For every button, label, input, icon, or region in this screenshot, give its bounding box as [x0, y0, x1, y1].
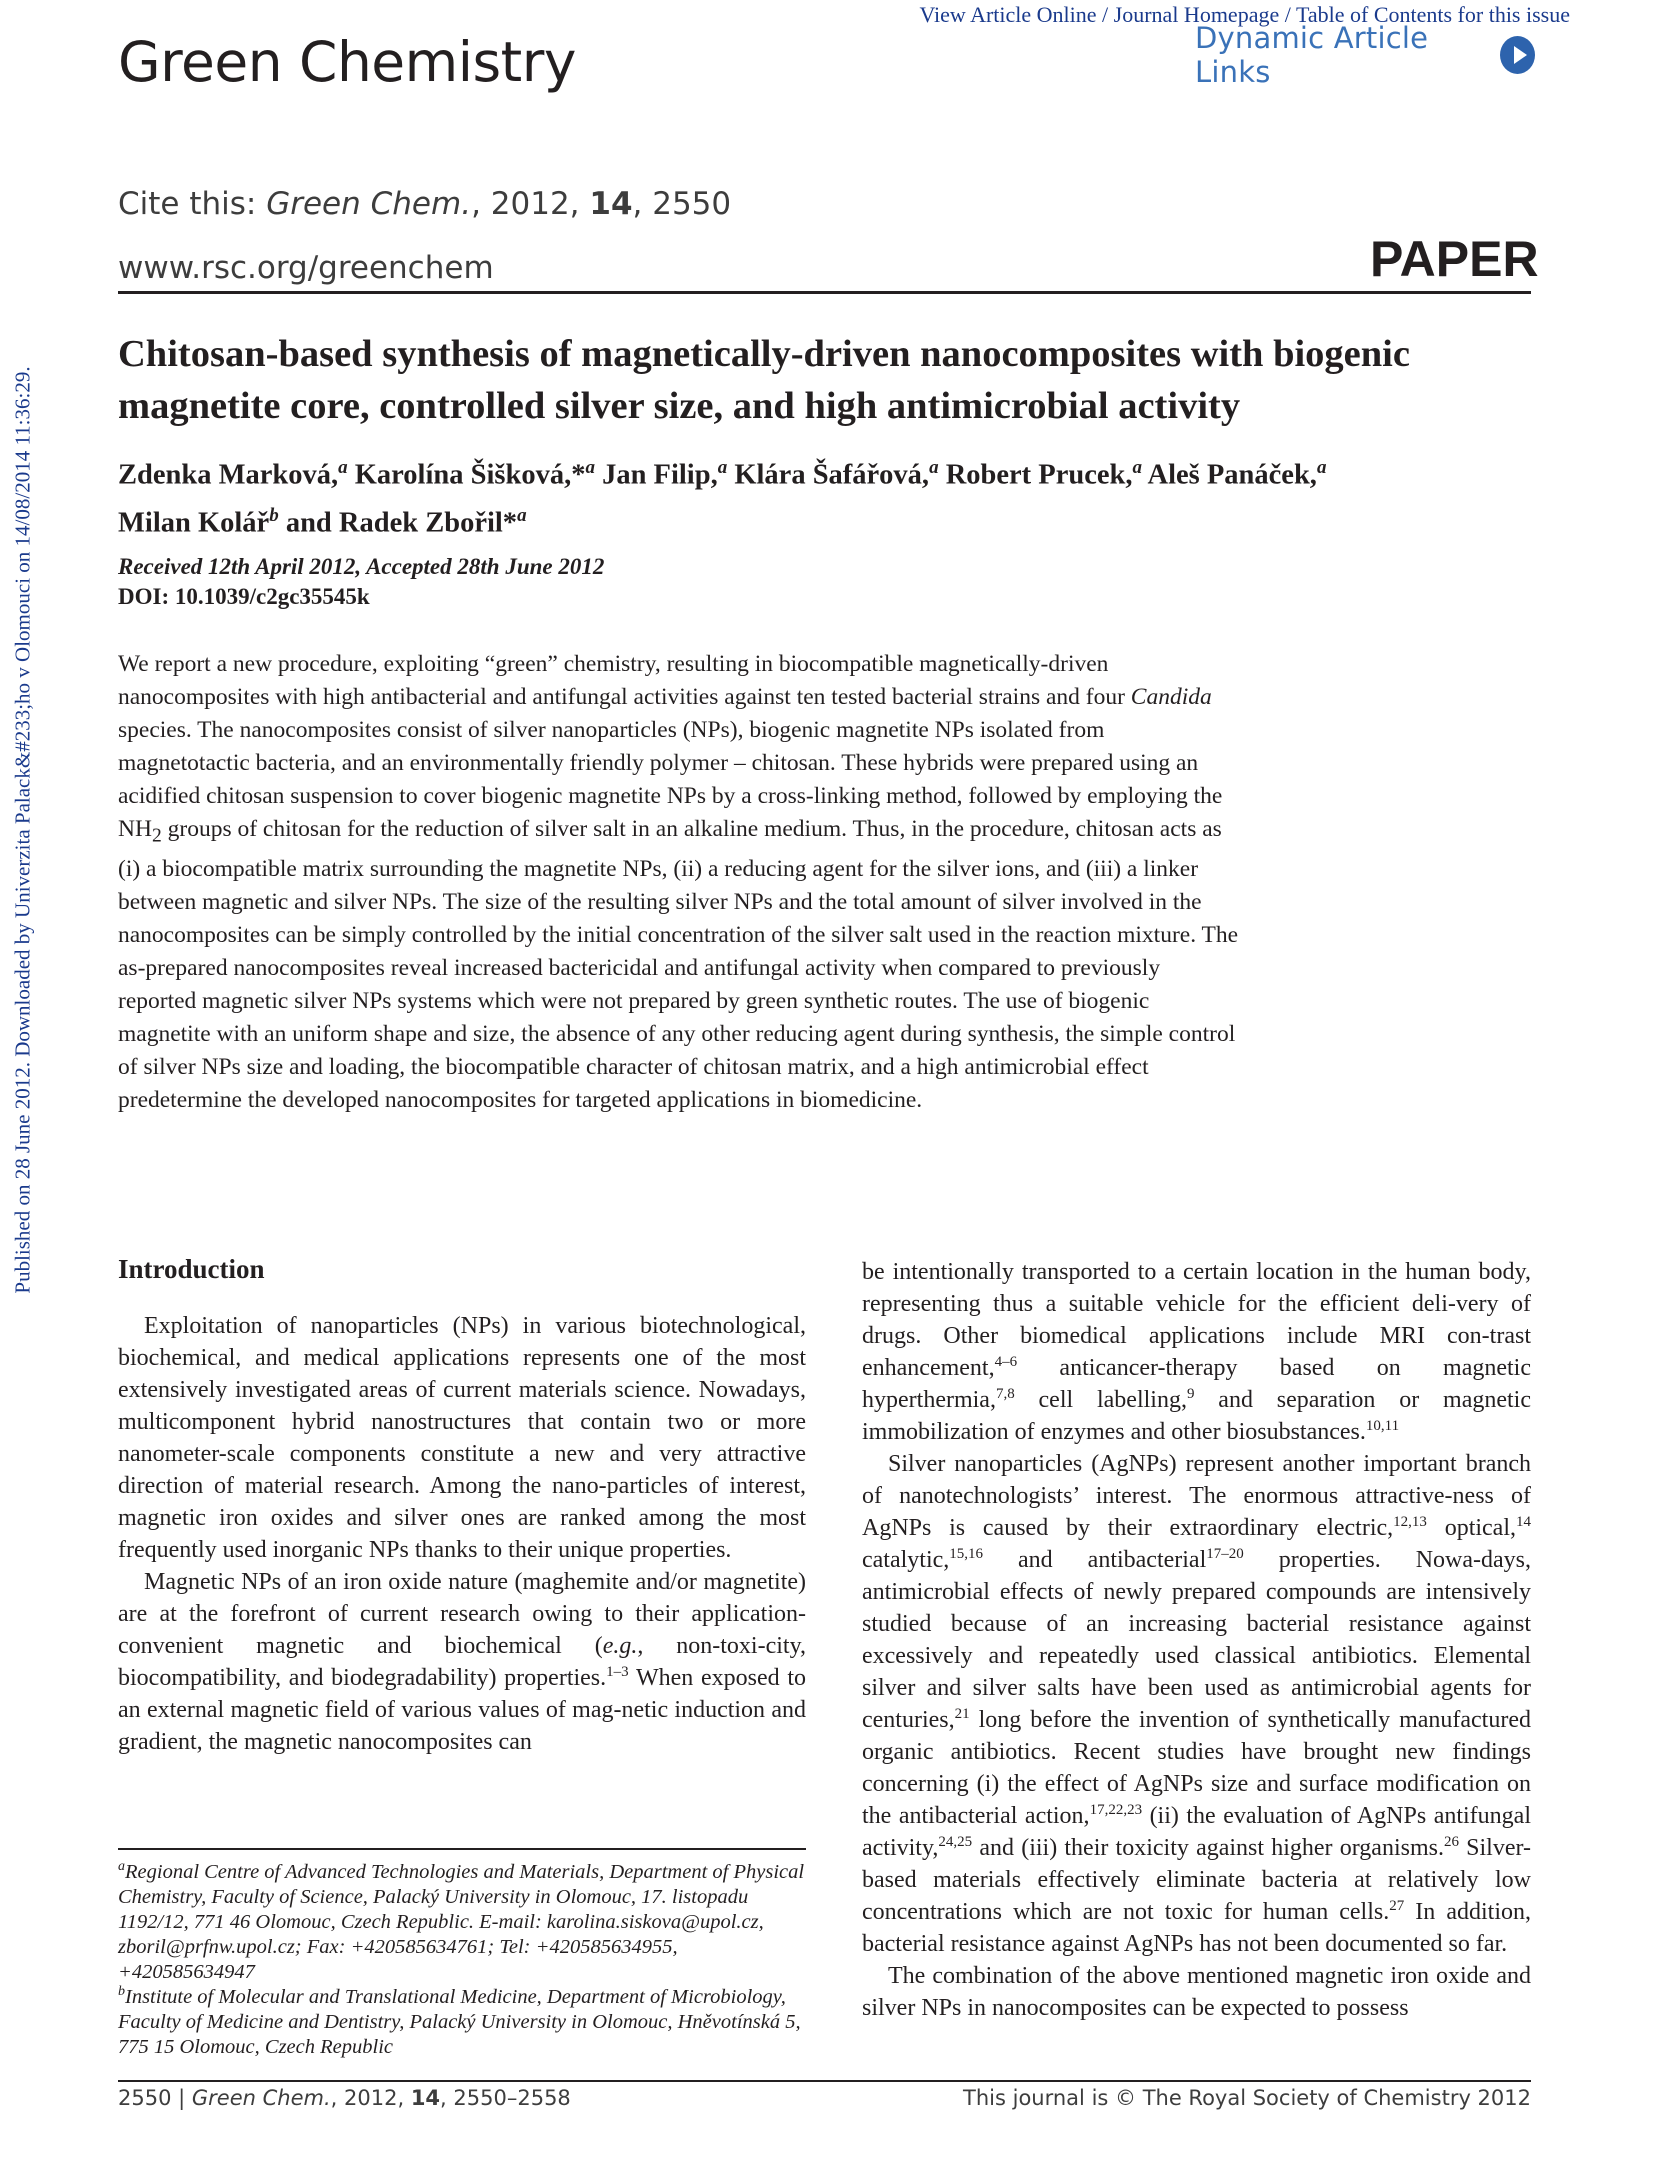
- abstract-text: species. The nanocomposites consist of silver nanoparticles (NPs), biogenic magnetite NPs isolated from magnetotactic bacteria, and an environmentally friendly polymer – chitosan. These hybrids were prepared using an acidified chitosan suspension to cover biogenic magnetite NPs by a cross-linking method, followed by employing the NH: [118, 717, 1223, 842]
- abstract-text: We report a new procedure, exploiting “green” chemistry, resulting in biocompatible magnetically-driven nanocomposites with high antibacterial and antifungal activities against ten tested bacterial strains and four: [118, 651, 1131, 710]
- citation-ref: 26: [1443, 1834, 1459, 1850]
- footer-citation: [118, 2086, 571, 2110]
- journal-name: Green Chemistry: [118, 30, 576, 94]
- author-name: Aleš Panáček,: [1147, 459, 1317, 491]
- author-name: Zdenka Marková,: [118, 459, 339, 491]
- footnote-mark: b: [118, 1984, 125, 2000]
- paragraph-text: catalytic,: [862, 1547, 950, 1573]
- side-notice-text: Published on 28 June 2012. Downloaded by Univerzita Palack&#233;ho v Olomouci on 14/08/2014 11:36:29.: [10, 366, 35, 1294]
- footnote-rule: [118, 1848, 806, 1850]
- dynamic-article-links-label: Dynamic Article Links: [1195, 21, 1429, 89]
- abstract-subscript: 2: [151, 825, 162, 847]
- paragraph-text: properties. Nowa-days, antimicrobial effects of newly prepared compounds are intensively studied because of an increasing bacterial resistance against excessively and repeatedly used classical antibiotics. Elemental silver and silver salts have been used as antimicrobial agents for centuries,: [862, 1547, 1532, 1733]
- paragraph-text: Silver nanoparticles (AgNPs) represent another important branch of nanotechnologists’ interest. The enormous attractive-ness of AgNPs is caused by their extraordinary electric,: [862, 1451, 1531, 1541]
- citation-ref: 15,16: [949, 1546, 984, 1562]
- citation-ref: 27: [1389, 1898, 1405, 1914]
- citation-ref: 17,22,23: [1089, 1802, 1143, 1818]
- author-name: Karolína Šišková,*: [354, 459, 586, 491]
- cite-volume: 14: [589, 186, 633, 222]
- citation-ref: 7,8: [995, 1386, 1015, 1402]
- author-affiliation: a: [1316, 457, 1327, 478]
- author-name: Robert Prucek,: [945, 459, 1133, 491]
- paragraph-text: Magnetic NPs of an iron oxide nature (maghemite and/or magnetite) are at the forefront of current research owing to their application-convenient magnetic and biochemical (: [118, 1569, 806, 1659]
- footer-pages: , 2550–2558: [440, 2086, 571, 2110]
- citation-ref: 4–6: [994, 1354, 1018, 1370]
- footer-rule: [118, 2080, 1531, 2082]
- introduction-heading: Introduction: [118, 1254, 265, 1284]
- paragraph-text: anticancer-therapy based on magnetic hyperthermia,: [862, 1355, 1531, 1413]
- link-separator: /: [1096, 2, 1114, 27]
- paragraph: [862, 1448, 1531, 1960]
- footnote-mark: a: [118, 1859, 125, 1875]
- left-column: [118, 1310, 806, 1758]
- cite-journal: Green Chem.: [266, 186, 472, 222]
- paragraph-text: be intentionally transported to a certain location in the human body, representing thus a suitable vehicle for the efficient deli-very of drugs. Other biomedical applications include MRI con-trast enhancement,: [862, 1259, 1531, 1381]
- paragraph-text: and (iii) their toxicity against higher organisms.: [972, 1835, 1444, 1861]
- paragraph: [862, 1960, 1531, 2024]
- cite-year: , 2012,: [471, 186, 590, 222]
- play-arrow-icon[interactable]: [1500, 36, 1535, 74]
- paragraph: [118, 1566, 806, 1758]
- author-list: [118, 448, 1538, 543]
- footnote-text: Institute of Molecular and Translational Medicine, Department of Microbiology, Faculty of Medicine and Dentistry, Palacký University in Olomouc, Hněvotínská 5, 775 15 Olomouc, Czech Republic: [118, 1986, 801, 2058]
- citation-ref: 10,11: [1365, 1418, 1400, 1434]
- paragraph-italic: e.g.: [602, 1633, 638, 1659]
- citation-line: [118, 186, 731, 222]
- received-dates: Received 12th April 2012, Accepted 28th June 2012: [118, 554, 605, 579]
- author-affiliation: a: [929, 457, 939, 478]
- cite-page: , 2550: [632, 186, 732, 222]
- citation-ref: 1–3: [606, 1664, 629, 1680]
- citation-ref: 14: [1516, 1514, 1532, 1530]
- paragraph: [862, 1256, 1531, 1448]
- author-name: Milan Kolář: [118, 507, 270, 538]
- paragraph-text: optical,: [1426, 1515, 1517, 1541]
- paragraph-text: The combination of the above mentioned magnetic iron oxide and silver NPs in nanocomposites can be expected to possess: [862, 1963, 1531, 2021]
- author-affiliation: a: [717, 457, 728, 478]
- abstract-candida: Candida: [1130, 684, 1212, 710]
- paragraph-text: and separation or magnetic immobilization of enzymes and other biosubstances.: [862, 1387, 1531, 1445]
- abstract-text: groups of chitosan for the reduction of silver salt in an alkaline medium. Thus, in the procedure, chitosan acts as (i) a biocompatible matrix surrounding the magnetite NPs, (ii) a reducing agent for the silver ions, and (iii) a linker between magnetic and silver NPs. The size of the resulting silver NPs and the total amount of silver involved in the nanocomposites can be simply controlled by the initial concentration of the silver salt used in the reaction mixture. The as-prepared nanocomposites reveal increased bactericidal and antifungal activity when compared to previously reported magnetic silver NPs systems which were not prepared by green synthetic routes. The use of biogenic magnetite with an uniform shape and size, the absence of any other reducing agent during synthesis, the simple control of silver NPs size and loading, the biocompatible character of chitosan matrix, and a high antimicrobial effect predetermine the developed nanocomposites for targeted applications in biomedicine.: [118, 816, 1239, 1113]
- citation-ref: 24,25: [938, 1834, 973, 1850]
- link-separator: /: [1279, 2, 1296, 27]
- author-affiliation: a: [338, 457, 348, 478]
- citation-ref: 9: [1186, 1386, 1195, 1402]
- footer-journal: Green Chem.: [191, 2086, 331, 2110]
- doi: DOI: 10.1039/c2gc35545k: [118, 584, 370, 609]
- side-download-notice: [8, 340, 38, 1320]
- article-type: PAPER: [1370, 231, 1539, 287]
- author-affiliation: a: [585, 457, 595, 478]
- paragraph-text: Silver-based materials effectively eliminate bacteria at relatively low concentrations which are not toxic for human cells.: [862, 1835, 1531, 1925]
- paragraph-text: cell labelling,: [1014, 1387, 1187, 1413]
- view-article-online-link[interactable]: View Article Online: [919, 2, 1097, 27]
- journal-homepage-link[interactable]: Journal Homepage: [1113, 2, 1280, 27]
- citation-ref: 17–20: [1206, 1546, 1244, 1562]
- citation-ref: 12,13: [1393, 1514, 1427, 1530]
- footer-year: , 2012,: [330, 2086, 411, 2110]
- author-name: Klára Šafářová,: [734, 459, 930, 491]
- paragraph-text: and antibacterial: [983, 1547, 1207, 1573]
- header-rule: [118, 291, 1531, 294]
- journal-website: www.rsc.org/greenchem: [118, 250, 494, 286]
- paragraph: [118, 1310, 806, 1566]
- footer-copyright: This journal is © The Royal Society of Chemistry 2012: [963, 2086, 1531, 2110]
- cite-prefix: Cite this:: [118, 186, 267, 222]
- author-name: Jan Filip,: [602, 459, 718, 491]
- dynamic-article-links[interactable]: [1195, 21, 1535, 89]
- paragraph-text: Exploitation of nanoparticles (NPs) in various biotechnological, biochemical, and medical applications represents one of the most extensively investigated areas of current materials science. Nowadays, multicomponent hybrid nanostructures that contain two or more nanometer-scale components constitute a new and very attractive direction of material research. Among the nano-particles of interest, magnetic iron oxides and silver ones are ranked among the most frequently used inorganic NPs thanks to their unique properties.: [118, 1313, 806, 1563]
- author-affiliation: b: [269, 504, 279, 526]
- paragraph-text: long before the invention of synthetically manufactured organic antibiotics. Recent studies have brought new findings concerning (i) the effect of AgNPs size and surface modification on the antibacterial action,: [862, 1707, 1531, 1829]
- footnote-b: [118, 1985, 818, 2060]
- paragraph-text: , non-toxi-city, biocompatibility, and biodegradability) properties.: [118, 1633, 807, 1691]
- table-of-contents-link[interactable]: Table of Contents for this issue: [1295, 2, 1570, 27]
- footnote-a: [118, 1860, 818, 1985]
- citation-ref: 21: [954, 1706, 970, 1722]
- paragraph-text: In addition, bacterial resistance against AgNPs has not been documented so far.: [862, 1899, 1531, 1957]
- right-column: [862, 1256, 1531, 2024]
- paragraph-text: (ii) the evaluation of AgNPs antifungal activity,: [862, 1803, 1531, 1861]
- author-name: and Radek Zbořil*: [285, 507, 518, 538]
- footer-separator: |: [171, 2086, 192, 2110]
- footer-volume: 14: [410, 2086, 441, 2110]
- page-number: 2550: [118, 2086, 172, 2110]
- abstract: [118, 648, 1242, 1117]
- author-affiliation: a: [1132, 457, 1142, 478]
- footnote-text: Regional Centre of Advanced Technologies and Materials, Department of Physical Chemistry, Faculty of Science, Palacký University in Olomouc, 17. listopadu 1192/12, 771 46 Olomouc, Czech Republic. E-mail: karolina.siskova@upol.cz, zboril@prfnw.upol.cz; Fax: +420585634761; Tel: +420585634955, +420585634947: [118, 1861, 805, 1983]
- affiliation-footnotes: [118, 1860, 818, 2060]
- author-affiliation: a: [517, 504, 527, 526]
- paragraph-text: When exposed to an external magnetic field of various values of mag-netic induction and gradient, the magnetic nanocomposites can: [118, 1665, 806, 1755]
- article-title: Chitosan-based synthesis of magnetically-driven nanocomposites with biogenic magnetite core, controlled silver size, and high antimicrobial activity: [118, 333, 1410, 427]
